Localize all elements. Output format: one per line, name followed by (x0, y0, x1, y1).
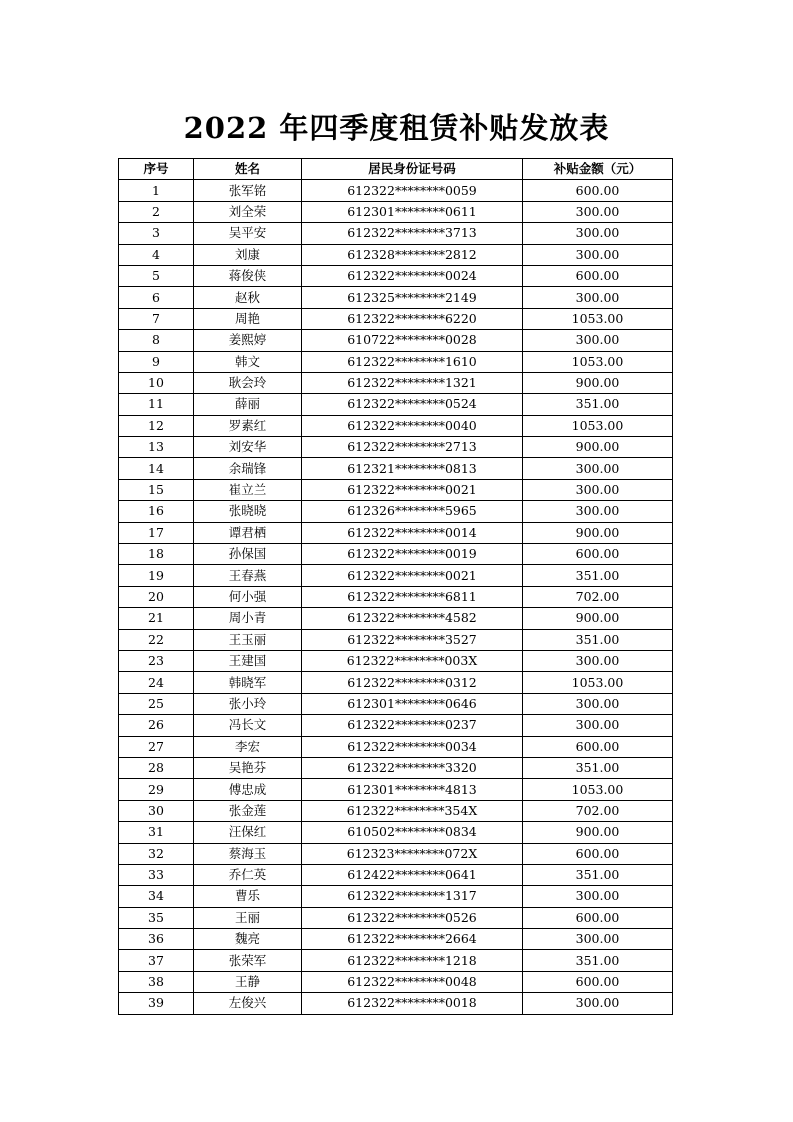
header-index: 序号 (119, 159, 194, 180)
cell-name: 冯长文 (194, 715, 302, 736)
cell-index: 6 (119, 287, 194, 308)
cell-index: 31 (119, 822, 194, 843)
cell-amount: 702.00 (523, 800, 673, 821)
table-row (119, 971, 673, 992)
cell-id-number: 612301********4813 (302, 779, 523, 800)
table-row (119, 565, 673, 586)
table-row (119, 693, 673, 714)
cell-id-number: 612322********354X (302, 800, 523, 821)
cell-amount: 600.00 (523, 544, 673, 565)
cell-index: 13 (119, 437, 194, 458)
cell-index: 36 (119, 929, 194, 950)
cell-name: 汪保红 (194, 822, 302, 843)
cell-amount: 600.00 (523, 907, 673, 928)
cell-name: 崔立兰 (194, 479, 302, 500)
cell-index: 8 (119, 330, 194, 351)
cell-name: 左俊兴 (194, 993, 302, 1014)
cell-id-number: 612322********6811 (302, 586, 523, 607)
cell-amount: 300.00 (523, 693, 673, 714)
table-row (119, 437, 673, 458)
cell-name: 刘康 (194, 244, 302, 265)
cell-amount: 600.00 (523, 265, 673, 286)
cell-id-number: 612322********0021 (302, 479, 523, 500)
cell-amount: 1053.00 (523, 672, 673, 693)
cell-index: 9 (119, 351, 194, 372)
cell-index: 11 (119, 394, 194, 415)
cell-id-number: 612322********6220 (302, 308, 523, 329)
cell-amount: 300.00 (523, 201, 673, 222)
table-row (119, 308, 673, 329)
cell-index: 29 (119, 779, 194, 800)
cell-name: 刘全荣 (194, 201, 302, 222)
cell-index: 17 (119, 522, 194, 543)
header-amount: 补贴金额（元） (523, 159, 673, 180)
cell-index: 15 (119, 479, 194, 500)
cell-amount: 351.00 (523, 757, 673, 778)
cell-name: 赵秋 (194, 287, 302, 308)
cell-id-number: 612322********0312 (302, 672, 523, 693)
cell-index: 1 (119, 180, 194, 201)
table-row (119, 351, 673, 372)
cell-name: 蔡海玉 (194, 843, 302, 864)
cell-amount: 351.00 (523, 950, 673, 971)
table-body (119, 180, 673, 1014)
table-row (119, 544, 673, 565)
cell-id-number: 612322********003X (302, 650, 523, 671)
cell-index: 35 (119, 907, 194, 928)
cell-index: 7 (119, 308, 194, 329)
cell-name: 王玉丽 (194, 629, 302, 650)
table-row (119, 672, 673, 693)
table-row (119, 993, 673, 1014)
table-row (119, 800, 673, 821)
table-row (119, 201, 673, 222)
cell-id-number: 612322********1218 (302, 950, 523, 971)
cell-name: 王春燕 (194, 565, 302, 586)
cell-name: 韩文 (194, 351, 302, 372)
cell-index: 20 (119, 586, 194, 607)
cell-index: 25 (119, 693, 194, 714)
cell-index: 12 (119, 415, 194, 436)
cell-name: 张晓晓 (194, 501, 302, 522)
cell-amount: 351.00 (523, 864, 673, 885)
cell-id-number: 612322********0237 (302, 715, 523, 736)
cell-id-number: 612322********1610 (302, 351, 523, 372)
header-id-number: 居民身份证号码 (302, 159, 523, 180)
cell-index: 33 (119, 864, 194, 885)
cell-id-number: 612322********0040 (302, 415, 523, 436)
cell-amount: 351.00 (523, 565, 673, 586)
table-row (119, 265, 673, 286)
cell-name: 张军铭 (194, 180, 302, 201)
cell-id-number: 612322********0014 (302, 522, 523, 543)
cell-amount: 300.00 (523, 715, 673, 736)
cell-name: 周小青 (194, 608, 302, 629)
cell-id-number: 612322********3320 (302, 757, 523, 778)
table-row (119, 522, 673, 543)
cell-amount: 600.00 (523, 971, 673, 992)
table-row (119, 223, 673, 244)
cell-name: 薛丽 (194, 394, 302, 415)
cell-id-number: 610502********0834 (302, 822, 523, 843)
cell-index: 32 (119, 843, 194, 864)
table-row (119, 736, 673, 757)
table-row (119, 886, 673, 907)
table-row (119, 394, 673, 415)
cell-id-number: 612328********2812 (302, 244, 523, 265)
cell-id-number: 612301********0611 (302, 201, 523, 222)
cell-name: 耿会玲 (194, 372, 302, 393)
cell-amount: 900.00 (523, 822, 673, 843)
cell-amount: 300.00 (523, 223, 673, 244)
cell-amount: 351.00 (523, 394, 673, 415)
table-row (119, 629, 673, 650)
table-header-row (119, 159, 673, 180)
cell-id-number: 612322********0018 (302, 993, 523, 1014)
cell-name: 韩晓军 (194, 672, 302, 693)
cell-id-number: 612321********0813 (302, 458, 523, 479)
cell-id-number: 612325********2149 (302, 287, 523, 308)
cell-index: 39 (119, 993, 194, 1014)
cell-id-number: 612322********0048 (302, 971, 523, 992)
cell-amount: 300.00 (523, 458, 673, 479)
cell-amount: 900.00 (523, 522, 673, 543)
cell-id-number: 612322********0524 (302, 394, 523, 415)
cell-index: 26 (119, 715, 194, 736)
cell-index: 24 (119, 672, 194, 693)
cell-name: 张小玲 (194, 693, 302, 714)
cell-name: 乔仁英 (194, 864, 302, 885)
cell-amount: 300.00 (523, 929, 673, 950)
cell-id-number: 612422********0641 (302, 864, 523, 885)
table-row (119, 929, 673, 950)
cell-amount: 300.00 (523, 886, 673, 907)
cell-name: 张金莲 (194, 800, 302, 821)
cell-amount: 1053.00 (523, 415, 673, 436)
cell-name: 张荣军 (194, 950, 302, 971)
cell-id-number: 612322********3527 (302, 629, 523, 650)
cell-amount: 300.00 (523, 330, 673, 351)
cell-id-number: 612322********0021 (302, 565, 523, 586)
cell-name: 蒋俊侠 (194, 265, 302, 286)
cell-name: 王丽 (194, 907, 302, 928)
cell-id-number: 612322********0526 (302, 907, 523, 928)
cell-name: 王静 (194, 971, 302, 992)
cell-id-number: 612322********0019 (302, 544, 523, 565)
table-row (119, 822, 673, 843)
cell-id-number: 612322********1317 (302, 886, 523, 907)
cell-index: 5 (119, 265, 194, 286)
cell-name: 何小强 (194, 586, 302, 607)
cell-name: 李宏 (194, 736, 302, 757)
cell-index: 38 (119, 971, 194, 992)
cell-amount: 300.00 (523, 501, 673, 522)
cell-name: 谭君栖 (194, 522, 302, 543)
cell-id-number: 612322********2713 (302, 437, 523, 458)
cell-id-number: 612322********1321 (302, 372, 523, 393)
cell-amount: 300.00 (523, 287, 673, 308)
cell-amount: 300.00 (523, 244, 673, 265)
cell-name: 周艳 (194, 308, 302, 329)
cell-amount: 600.00 (523, 843, 673, 864)
table-row (119, 501, 673, 522)
cell-index: 21 (119, 608, 194, 629)
subsidy-table (118, 158, 673, 1015)
table-row (119, 779, 673, 800)
cell-name: 吴艳芬 (194, 757, 302, 778)
cell-name: 傅忠成 (194, 779, 302, 800)
cell-name: 刘安华 (194, 437, 302, 458)
table-row (119, 907, 673, 928)
table-row (119, 287, 673, 308)
cell-name: 曹乐 (194, 886, 302, 907)
table-row (119, 608, 673, 629)
cell-index: 16 (119, 501, 194, 522)
cell-index: 37 (119, 950, 194, 971)
table-row (119, 479, 673, 500)
cell-id-number: 612326********5965 (302, 501, 523, 522)
cell-index: 4 (119, 244, 194, 265)
cell-amount: 1053.00 (523, 779, 673, 800)
cell-name: 余瑞锋 (194, 458, 302, 479)
cell-amount: 600.00 (523, 736, 673, 757)
cell-name: 孙保国 (194, 544, 302, 565)
cell-amount: 900.00 (523, 437, 673, 458)
cell-id-number: 612322********0059 (302, 180, 523, 201)
cell-amount: 351.00 (523, 629, 673, 650)
table-row (119, 180, 673, 201)
cell-name: 姜熙婷 (194, 330, 302, 351)
cell-id-number: 612322********2664 (302, 929, 523, 950)
cell-name: 吴平安 (194, 223, 302, 244)
table-row (119, 757, 673, 778)
cell-index: 14 (119, 458, 194, 479)
cell-name: 王建国 (194, 650, 302, 671)
cell-id-number: 612322********3713 (302, 223, 523, 244)
cell-index: 10 (119, 372, 194, 393)
cell-id-number: 612322********0024 (302, 265, 523, 286)
table-row (119, 330, 673, 351)
cell-name: 罗素红 (194, 415, 302, 436)
cell-amount: 1053.00 (523, 351, 673, 372)
table-row (119, 950, 673, 971)
table-row (119, 586, 673, 607)
table-row (119, 458, 673, 479)
cell-index: 30 (119, 800, 194, 821)
table-row (119, 843, 673, 864)
table-row (119, 415, 673, 436)
cell-index: 23 (119, 650, 194, 671)
cell-name: 魏亮 (194, 929, 302, 950)
cell-index: 28 (119, 757, 194, 778)
cell-amount: 900.00 (523, 372, 673, 393)
table-row (119, 715, 673, 736)
cell-id-number: 610722********0028 (302, 330, 523, 351)
page-title: 2022 年四季度租赁补贴发放表 (183, 111, 610, 145)
cell-index: 22 (119, 629, 194, 650)
cell-amount: 1053.00 (523, 308, 673, 329)
cell-index: 3 (119, 223, 194, 244)
cell-id-number: 612323********072X (302, 843, 523, 864)
cell-id-number: 612301********0646 (302, 693, 523, 714)
cell-index: 27 (119, 736, 194, 757)
cell-amount: 300.00 (523, 993, 673, 1014)
table-row (119, 864, 673, 885)
cell-amount: 300.00 (523, 650, 673, 671)
cell-amount: 900.00 (523, 608, 673, 629)
header-name: 姓名 (194, 159, 302, 180)
cell-amount: 600.00 (523, 180, 673, 201)
table-row (119, 372, 673, 393)
cell-amount: 702.00 (523, 586, 673, 607)
table-row (119, 244, 673, 265)
cell-index: 2 (119, 201, 194, 222)
cell-index: 34 (119, 886, 194, 907)
cell-index: 19 (119, 565, 194, 586)
cell-index: 18 (119, 544, 194, 565)
table-row (119, 650, 673, 671)
cell-id-number: 612322********0034 (302, 736, 523, 757)
cell-amount: 300.00 (523, 479, 673, 500)
cell-id-number: 612322********4582 (302, 608, 523, 629)
